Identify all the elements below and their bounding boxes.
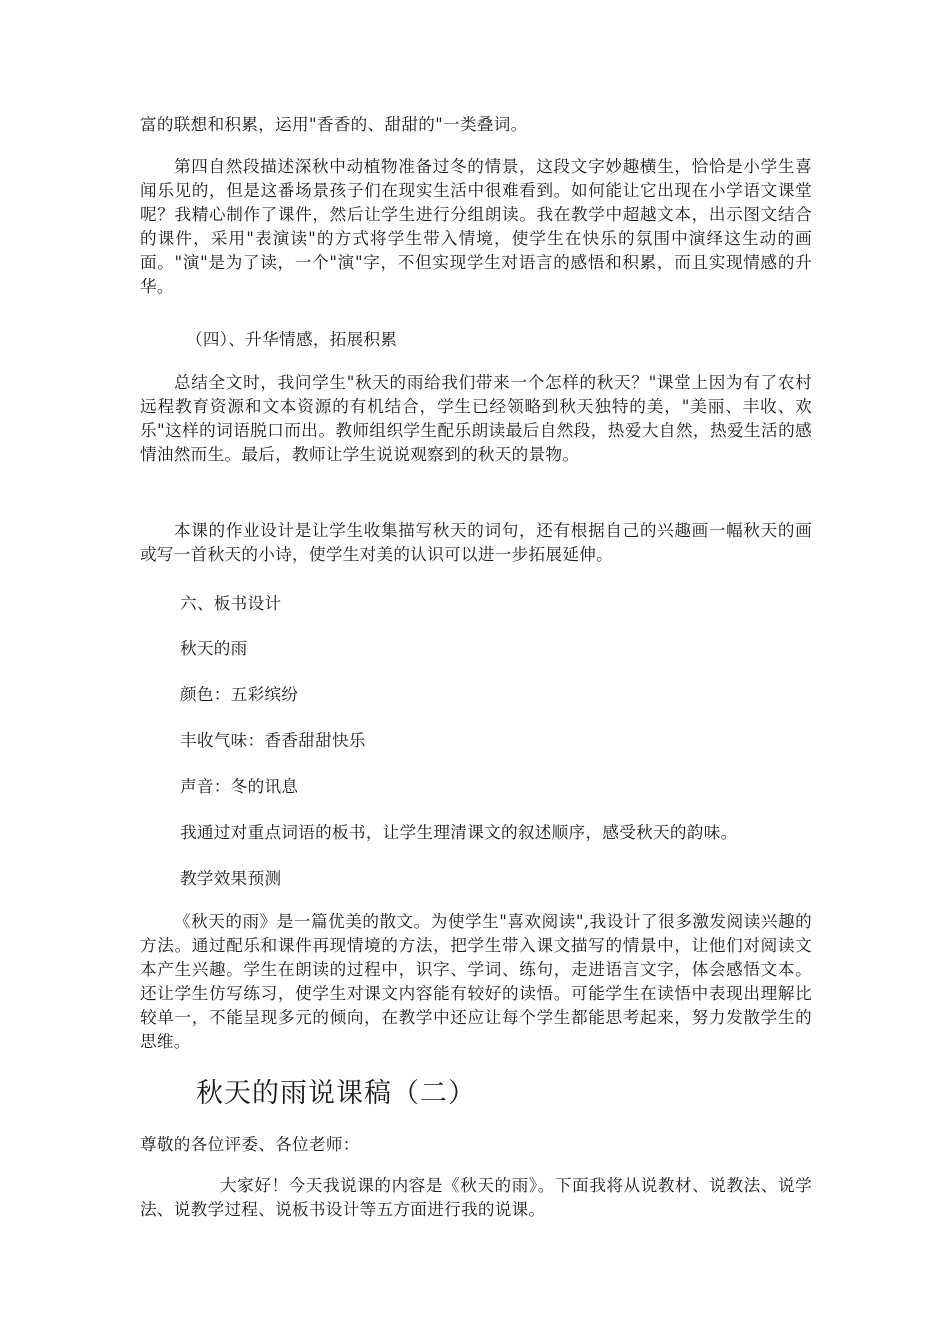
board-color: 颜色：五彩缤纷 [180,685,299,704]
board-sound: 声音：冬的讯息 [180,777,299,796]
greeting: 尊敬的各位评委、各位老师： [140,1135,360,1154]
paragraph-board-purpose: 我通过对重点词语的板书，让学生理清课文的叙述顺序，感受秋天的韵味。 [180,823,738,842]
paragraph-effect-prediction: 《秋天的雨》是一篇优美的散文。为使学生"喜欢阅读",我设计了很多激发阅读兴趣的方法。通过配乐和课件再现情境的方法，把学生带入课文描写的情景中，让他们对阅读文本产生兴趣。学生在朗读的过程中，识字、学词、练句，走进语言文字，体会感悟文本。还让学生仿写练习，使学生对课文内容能有较好的读悟。可能学生在读悟中表现出理解比较单一，不能呈现多元的倾向，在教学中还应让每个学生都能思考起来，努力发散学生的思维。 [140,912,812,1051]
board-title: 秋天的雨 [180,639,248,658]
section-title: 秋天的雨说课稿（二） [196,1078,476,1109]
paragraph-homework: 本课的作业设计是让学生收集描写秋天的词句，还有根据自己的兴趣画一幅秋天的画或写一首秋天的小诗，使学生对美的认识可以进一步拓展延伸。 [140,521,812,564]
paragraph-intro: 大家好！今天我说课的内容是《秋天的雨》。下面我将从说教材、说教法、说学法、说教学过程、说板书设计等五方面进行我的说课。 [140,1176,812,1219]
board-smell: 丰收气味：香香甜甜快乐 [180,731,366,750]
paragraph-repeated-words: 富的联想和积累，运用"香香的、甜甜的"一类叠词。 [140,115,528,134]
paragraph-summary: 总结全文时，我问学生"秋天的雨给我们带来一个怎样的秋天？"课堂上因为有了农村远程教育资源和文本资源的有机结合，学生已经领略到秋天独特的美，"美丽、丰收、欢乐"这样的词语脱口而出。教师组织学生配乐朗读最后自然段，热爱大自然，热爱生活的感情油然而生。最后，教师让学生说说观察到的秋天的景物。 [140,373,812,464]
paragraph-fourth-section: 第四自然段描述深秋中动植物准备过冬的情景，这段文字妙趣横生，恰恰是小学生喜闻乐见的，但是这番场景孩子们在现实生活中很难看到。如何能让它出现在小学语文课堂呢？我精心制作了课件，然后让学生进行分组朗读。我在教学中超越文本，出示图文结合的课件，采用"表演读"的方式将学生带入情境，使学生在快乐的氛围中演绎这生动的画面。"演"是为了读，一个"演"字，不但实现学生对语言的感悟和积累，而且实现情感的升华。 [140,157,812,296]
heading-effect-prediction: 教学效果预测 [180,869,282,888]
heading-sublimate-emotion: （四）、升华情感，拓展积累 [186,330,398,349]
heading-board-design: 六、板书设计 [180,594,282,613]
